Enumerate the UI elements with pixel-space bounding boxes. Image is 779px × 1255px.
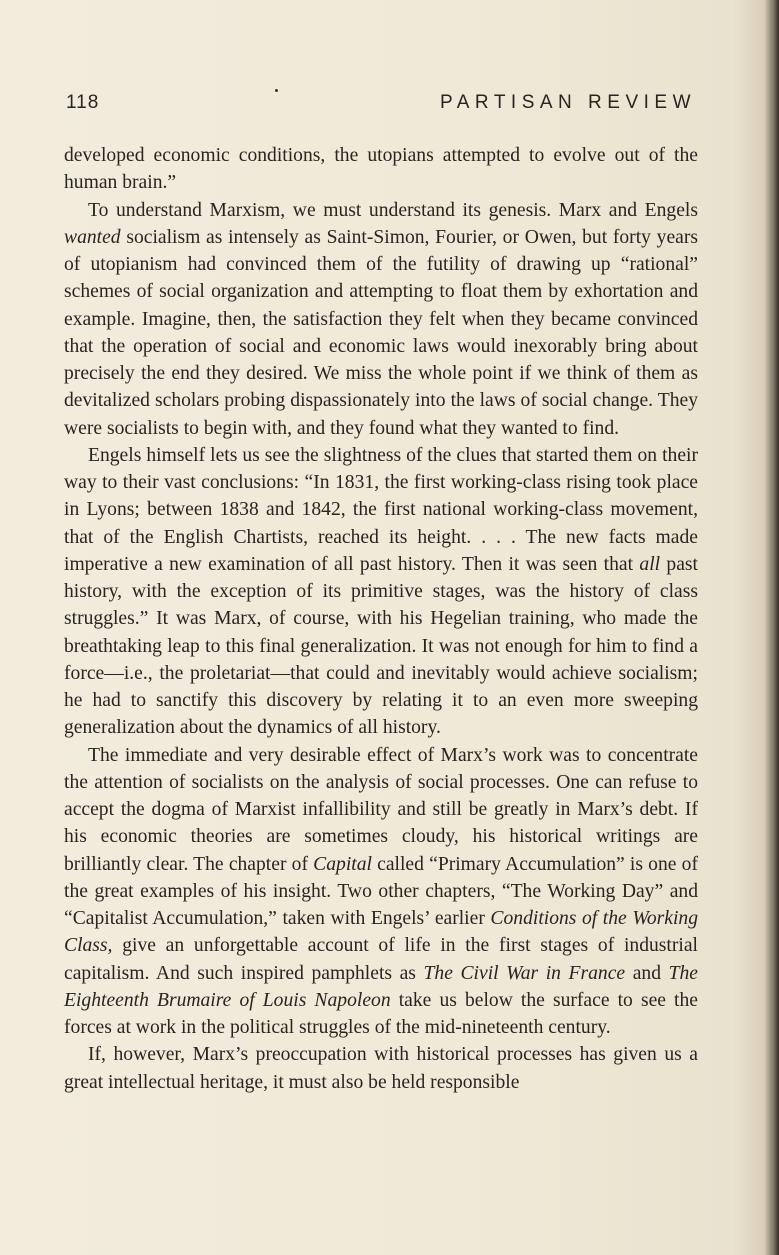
italic-text: The Eighteenth Brumaire of Louis Napoleon xyxy=(64,962,698,1011)
italic-text: Capital xyxy=(313,853,372,875)
text-run: The immediate and very desirable effect of Marx’s work was to concentrate the attention of socialists on the analysis of social processes. One can refuse to accept the dogma of Marxist infallibility and still be greatly in Marx’s debt. If his economic theories are sometimes cloudy, his historical writings are brilliantly clear. The chapter of xyxy=(64,744,698,875)
page-number: 118 xyxy=(66,92,100,113)
text-run: take us below the surface to see the forces at work in the political struggles of the mid-nineteenth century. xyxy=(64,989,698,1038)
italic-text: all xyxy=(639,553,661,575)
page-edge-shadow xyxy=(765,0,779,1255)
article-body xyxy=(64,142,698,1096)
paragraph xyxy=(64,197,698,442)
text-run: To understand Marxism, we must understand its genesis. Marx and Engels xyxy=(88,199,698,221)
italic-text: Conditions of the Working Class, xyxy=(64,908,698,957)
paragraph xyxy=(64,442,698,742)
text-run: If, however, Marx’s preoccupation with historical processes has given us a great intellectual heritage, it must also be held responsible xyxy=(64,1044,698,1093)
text-run: and xyxy=(625,962,669,984)
text-run: past history, with the exception of its primitive stages, was the history of class struggles.” It was Marx, of course, with his Hegelian training, who made the breathtaking leap to this final generalization. It was not enough for him to find a force—i.e., the proletariat—that could and inevitably would achieve socialism; he had to sanctify this discovery by relating it to an even more sweeping generalization about the dynamics of all history. xyxy=(64,553,698,739)
text-run: Engels himself lets us see the slightness of the clues that started them on their way to their vast conclusions: “In 1831, the first working-class rising took place in Lyons; between 1838 and 1842, the first national working-class movement, that of the English Chartists, reached its height. . . . The new facts made imperative a new examination of all past history. Then it was seen that xyxy=(64,444,698,575)
running-header xyxy=(66,92,696,116)
paragraph xyxy=(64,142,698,197)
running-head-title: PARTISAN REVIEW xyxy=(440,92,696,113)
text-run: called “Primary Accumulation” is one of the great examples of his insight. Two other chapters, “The Working Day” and “Capitalist Accumulation,” taken with Engels’ earlier xyxy=(64,853,698,929)
paragraph xyxy=(64,742,698,1042)
speck-mark xyxy=(275,89,278,92)
text-run: developed economic conditions, the utopians attempted to evolve out of the human brain.” xyxy=(64,145,698,194)
text-run: socialism as intensely as Saint-Simon, Fourier, or Owen, but forty years of utopianism had convinced them of the futility of drawing up “rational” schemes of social organization and attempting to float them by exhortation and example. Imagine, then, the satisfaction they felt when they became convinced that the operation of social and economic laws would inexorably bring about precisely the end they desired. We miss the whole point if we think of them as devitalized scholars probing dispassionately into the laws of social change. They were socialists to begin with, and they found what they wanted to find. xyxy=(64,226,698,439)
paragraph xyxy=(64,1041,698,1096)
italic-text: The Civil War in France xyxy=(423,962,626,984)
text-run: give an unforgettable account of life in the first stages of industrial capitalism. And such inspired pamphlets as xyxy=(64,935,698,984)
italic-text: wanted xyxy=(64,226,121,248)
